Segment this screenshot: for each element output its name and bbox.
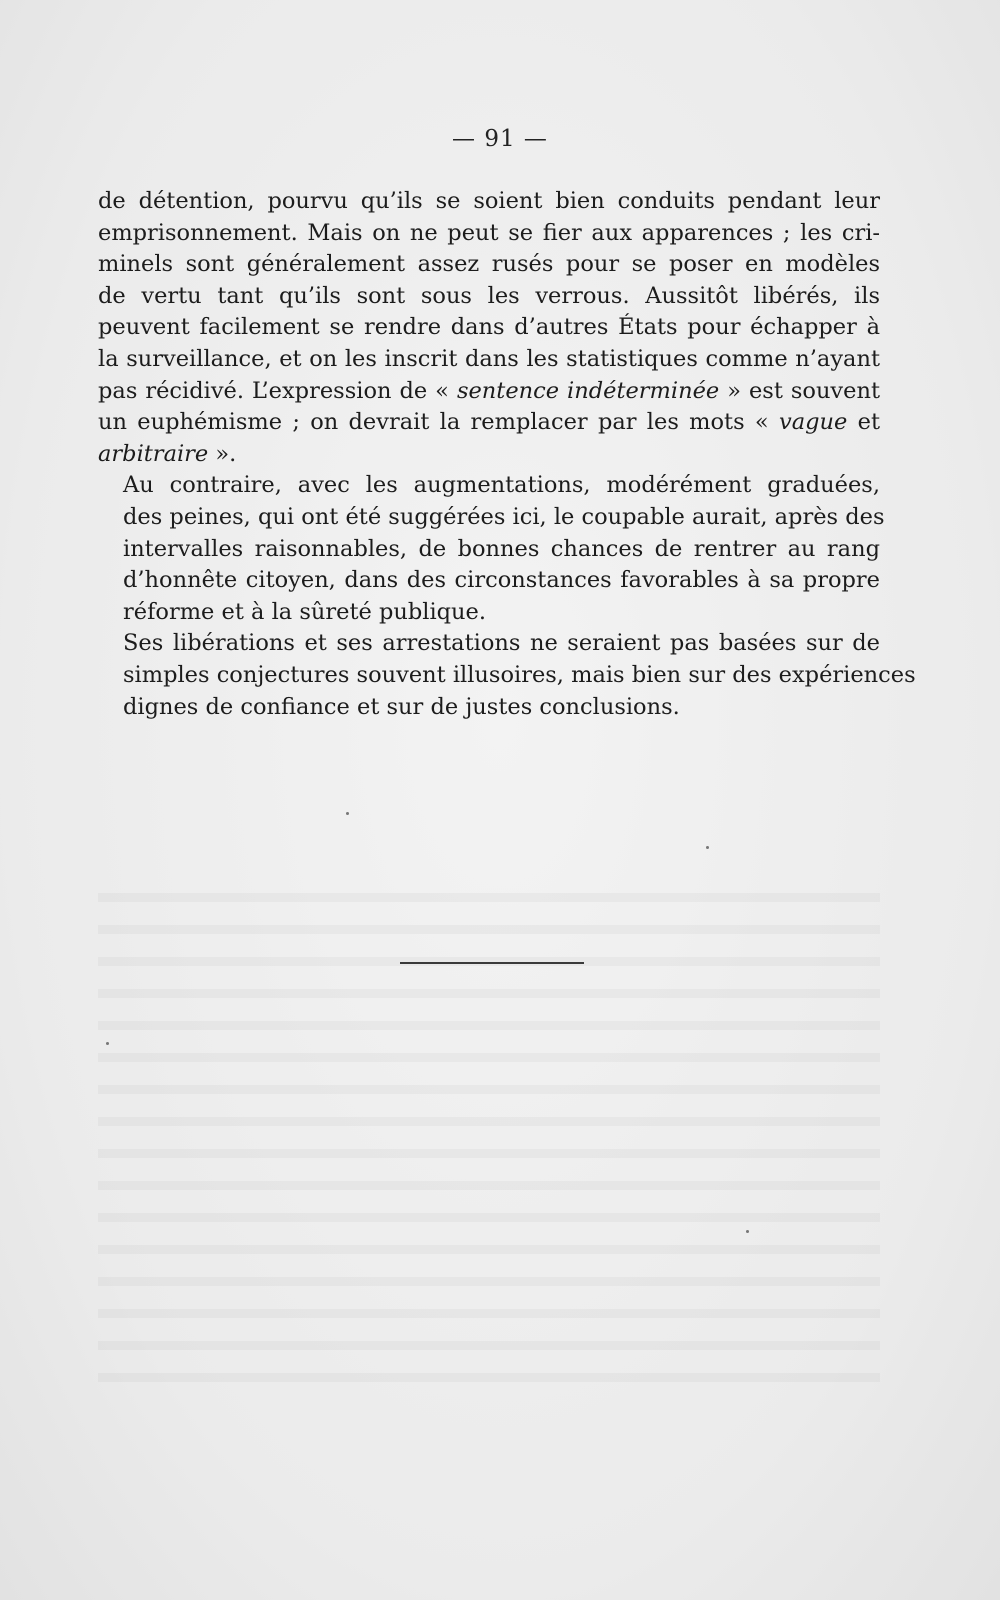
page-number: — 91 — (452, 126, 548, 152)
body-text (98, 186, 916, 723)
text-run: ». (208, 440, 237, 467)
section-divider (400, 962, 584, 964)
text-line: la surveillance, et on les inscrit dans les statistiques comme n’ayant (98, 345, 880, 372)
text-line: de détention, pourvu qu’ils se soient bien conduits pendant leur (98, 188, 880, 214)
text-line: dignes de confiance et sur de justes conclusions. (123, 693, 680, 720)
show-through-text (98, 875, 880, 1395)
text-line (98, 376, 880, 408)
text-line: de vertu tant qu’ils sont sous les verrous. Aussitôt libérés, ils (98, 282, 880, 309)
text-line: simples conjectures souvent illusoires, mais bien sur des expériences (123, 661, 916, 688)
italic-term: sentence indéterminée (456, 377, 720, 404)
text-line: d’honnête citoyen, dans des circonstances favorables à sa propre (123, 567, 880, 594)
text-line (98, 439, 880, 471)
text-line: peuvent facilement se rendre dans d’autres États pour échapper à (98, 314, 880, 341)
paragraph-2 (98, 470, 885, 628)
text-run: et (847, 409, 880, 436)
italic-term: arbitraire (98, 440, 209, 467)
text-line: des peines, qui ont été suggérées ici, le coupable aurait, après des (123, 503, 885, 530)
italic-term: vague (779, 409, 848, 436)
text-line: intervalles raisonnables, de bonnes chances de rentrer au rang (123, 535, 880, 562)
text-line: réforme et à la sûreté publique. (123, 598, 487, 625)
text-line: Au contraire, avec les augmentations, modérément graduées, (123, 472, 880, 499)
text-run: » est souvent (719, 377, 880, 404)
paragraph-1 (98, 186, 880, 470)
text-line: minels sont généralement assez rusés pour se poser en modèles (98, 251, 880, 278)
paper-speck (706, 846, 709, 849)
text-line (98, 407, 880, 439)
paper-speck (346, 812, 349, 815)
text-run: un euphémisme ; on devrait la remplacer par les mots « (98, 409, 779, 436)
paragraph-3 (98, 628, 916, 723)
text-line: emprisonnement. Mais on ne peut se fier aux apparences ; les cri- (98, 219, 880, 246)
text-run: pas récidivé. L’expression de « (98, 377, 457, 404)
paper-speck (746, 1230, 749, 1233)
paper-speck (106, 1042, 109, 1045)
text-line: Ses libérations et ses arrestations ne seraient pas basées sur de (123, 630, 880, 657)
